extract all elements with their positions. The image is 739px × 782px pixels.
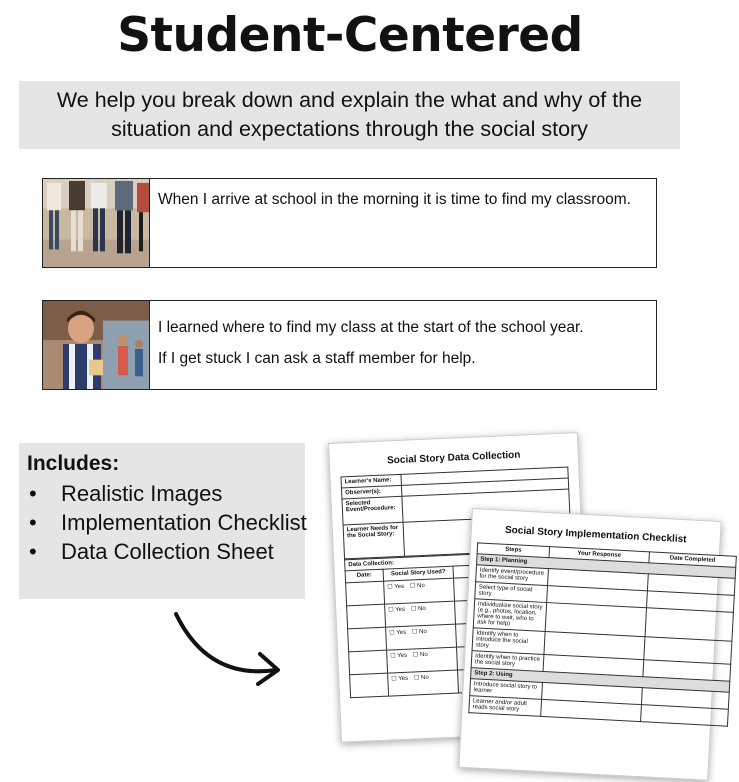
column-header: Social Story Used? xyxy=(383,566,453,581)
subtitle-text: We help you break down and explain the what and why of the situation and expectations through the social story xyxy=(56,88,643,141)
step-header: Step 2: Using xyxy=(471,668,730,693)
step-row: Select type of social story xyxy=(475,582,548,603)
section-label: Data Collection: xyxy=(345,550,572,571)
field-label: Selected Event/Procedure: xyxy=(342,496,403,525)
implementation-checklist-sheet xyxy=(458,508,721,781)
story-line: When I arrive at school in the morning it is time to find my classroom. xyxy=(158,191,631,208)
field-label: Learner's Name: xyxy=(341,474,401,488)
step-header: Step 1: Planning xyxy=(477,554,736,579)
step-row: Learner and/or adult reads social story xyxy=(469,696,542,717)
list-item: • Realistic Images xyxy=(27,479,307,508)
column-header: Your Response xyxy=(549,547,649,563)
data-collection-table: Data Collection: Date: Social Story Used? ☐ Yes ☐ No ☐ Yes ☐ No ☐ Yes ☐ No ☐ Yes ☐ No ☐ Yes ☐ No xyxy=(344,549,578,698)
story-card-arrival xyxy=(42,178,657,268)
student-with-backpack-photo xyxy=(43,301,149,389)
step-row: Identify event/procedure for the social story xyxy=(476,565,549,586)
step-row: Identify when to practice the social story xyxy=(471,651,544,672)
story-line: If I get stuck I can ask a staff member for help. xyxy=(158,350,476,367)
step-row: Identify when to introduce the social story xyxy=(472,628,545,655)
includes-title: Includes: xyxy=(27,452,120,475)
checklist-table xyxy=(468,542,737,726)
story-text xyxy=(149,179,656,267)
field-label: Observer(s): xyxy=(341,485,401,499)
step-row: Individualize social story (e.g., photos, location, where to wait, who to ask for help) xyxy=(473,599,546,632)
list-item: • Data Collection Sheet xyxy=(27,537,307,566)
page-title: Student-Centered xyxy=(117,8,583,63)
students-walking-photo xyxy=(43,179,149,267)
column-header: Date: xyxy=(345,569,383,583)
sheet-title: Social Story Data Collection xyxy=(386,449,521,467)
sheet-title: Social Story Implementation Checklist xyxy=(504,524,687,546)
story-card-help xyxy=(42,300,657,390)
field-label: Learner Needs for the Social Story: xyxy=(343,522,404,559)
story-text xyxy=(149,301,656,389)
includes-list xyxy=(27,479,307,566)
step-row: Introduce social story to learner xyxy=(470,679,543,700)
list-item: • Implementation Checklist xyxy=(27,508,307,537)
subtitle-banner xyxy=(19,81,680,149)
column-header: Steps xyxy=(477,543,549,558)
curved-arrow-icon xyxy=(168,600,288,690)
column-header: Date Completed xyxy=(649,552,736,568)
story-line: I learned where to find my class at the start of the school year. xyxy=(158,319,584,336)
